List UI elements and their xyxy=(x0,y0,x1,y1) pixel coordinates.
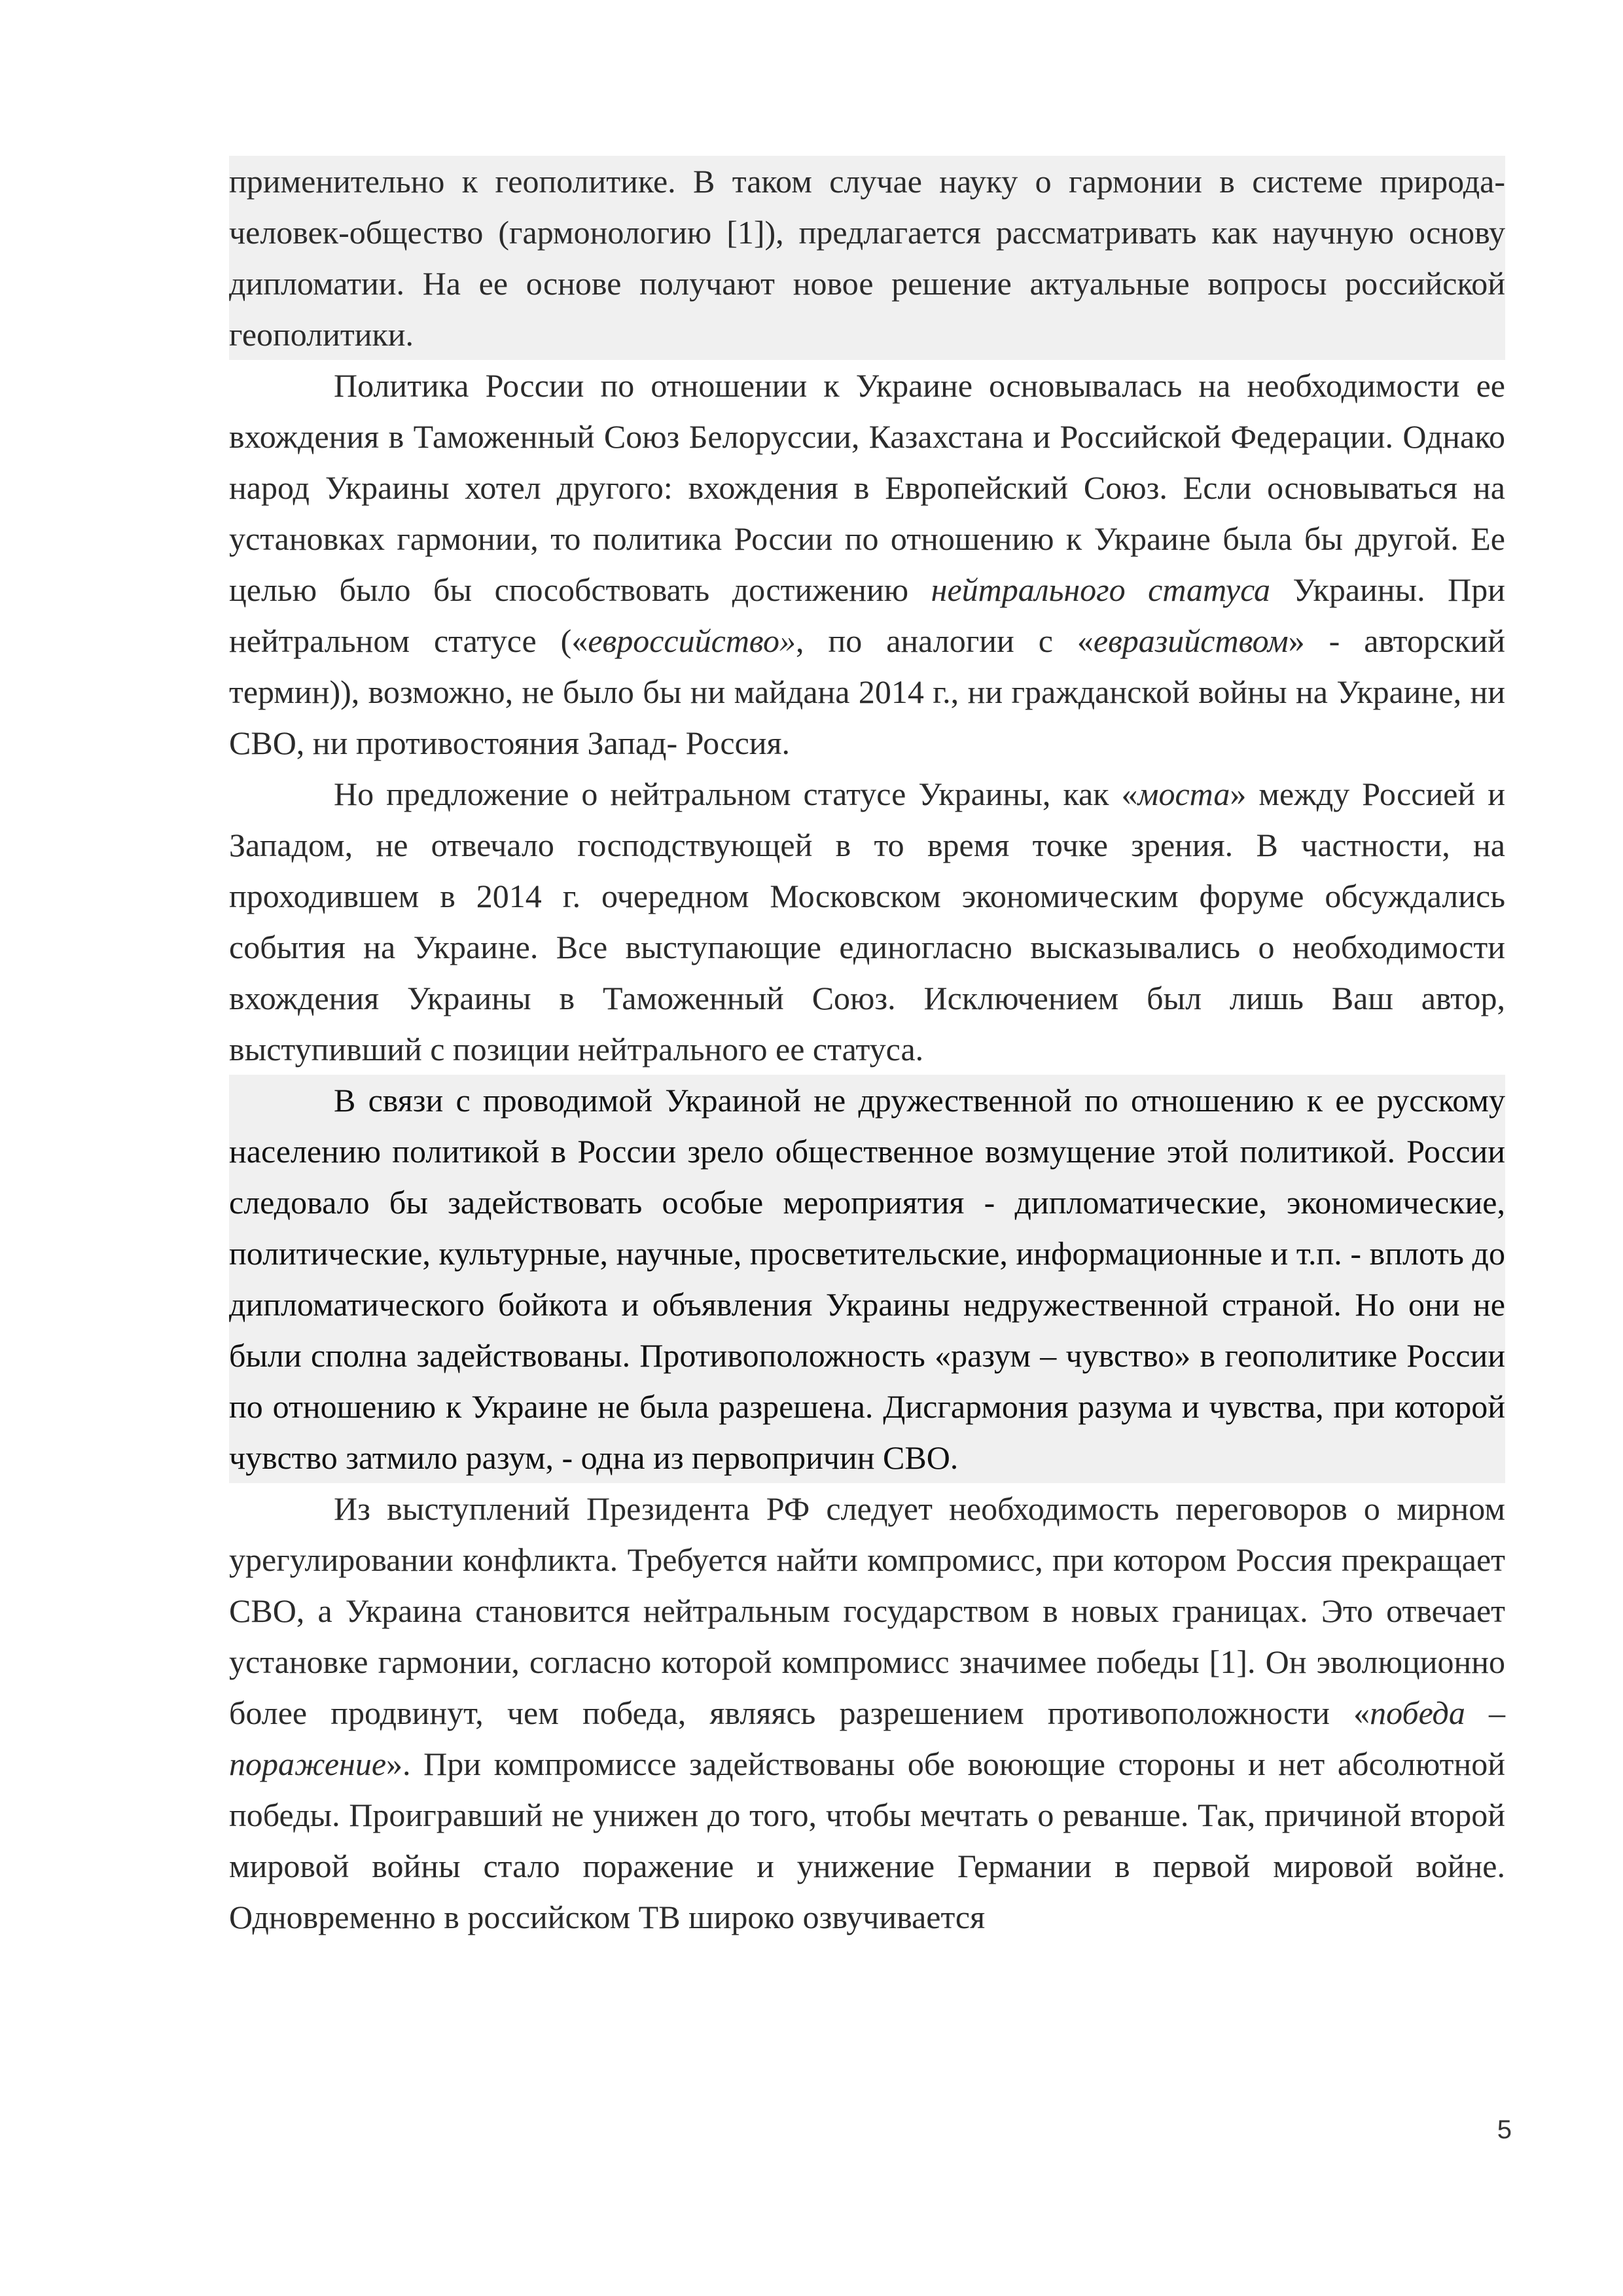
paragraph-text: » - авторский термин)), возможно, не было бы ни майдана 2014 г., ни гражданской войны на Украине, ни СВО, ни противостояния Запад- Россия. xyxy=(229,622,1505,761)
paragraph-geopolitics-harmony: применительно к геополитике. В таком случае науку о гармонии в системе природа-человек-общество (гармонологию [1]), предлагается рассматривать как научную основу дипломатии. На ее основе получают новое решение актуальные вопросы российской геополитики. xyxy=(229,156,1505,360)
paragraph-text: ». При компромиссе задействованы обе воюющие стороны и нет абсолютной победы. Проигравший не унижен до того, чтобы мечтать о реванше. Так, причиной второй мировой войны стало поражение и унижение Германии в первой мировой войне. Одновременно в российском ТВ широко озвучивается xyxy=(229,1746,1505,1935)
paragraph-russia-ukraine-policy xyxy=(229,360,1505,768)
paragraph-text: » между Россией и Западом, не отвечало господствующей в то время точке зрения. В частности, на проходившем в 2014 г. очередном Московском экономическим форуме обсуждались события на Украине. Все выступающие единогласно высказывались о необходимости вхождения Украины в Таможенный Союз. Исключением был лишь Ваш автор, выступивший с позиции нейтрального ее статуса. xyxy=(229,776,1505,1067)
paragraph-public-indignation: В связи с проводимой Украиной не дружественной по отношению к ее русскому населению политикой в России зрело общественное возмущение этой политикой. России следовало бы задействовать особые мероприятия - дипломатические, экономические, политические, культурные, научные, просветительские, информационные и т.п. - вплоть до дипломатического бойкота и объявления Украины недружественной страной. Но они не были сполна задействованы. Противоположность «разум – чувство» в геополитике России по отношению к Украине не была разрешена. Дисгармония разума и чувства, при которой чувство затмило разум, - одна из первопричин СВО. xyxy=(229,1075,1505,1483)
paragraph-compromise xyxy=(229,1483,1505,1943)
document-page xyxy=(229,156,1505,1943)
page-number: 5 xyxy=(1497,2115,1512,2144)
paragraph-text: Но предложение о нейтральном статусе Украины, как « xyxy=(334,776,1138,812)
paragraph-text: Из выступлений Президента РФ следует необходимость переговоров о мирном урегулировании конфликта. Требуется найти компромисс, при котором Россия прекращает СВО, а Украина становится нейтральным государством в новых границах. Это отвечает установке гармонии, согласно которой компромисс значимее победы [1]. Он эволюционно более продвинут, чем победа, являясь разрешением противоположности « xyxy=(229,1490,1505,1731)
italic-term: нейтрального статуса xyxy=(931,571,1271,608)
paragraph-text: , по аналогии с « xyxy=(795,622,1094,659)
italic-term: евразийством xyxy=(1093,622,1289,659)
italic-term: моста xyxy=(1137,776,1230,812)
paragraph-text: Украины. При нейтральном статусе (« xyxy=(229,571,1505,659)
italic-term: евроссийство» xyxy=(588,622,796,659)
paragraph-neutral-status-proposal xyxy=(229,768,1505,1075)
paragraph-text: Политика России по отношении к Украине основывалась на необходимости ее вхождения в Таможенный Союз Белоруссии, Казахстана и Российской Федерации. Однако народ Украины хотел другого: вхождения в Европейский Союз. Если основываться на установках гармонии, то политика России по отношению к Украине была бы другой. Ее целью было бы способствовать достижению xyxy=(229,367,1505,608)
italic-term: победа – поражение xyxy=(229,1695,1505,1782)
